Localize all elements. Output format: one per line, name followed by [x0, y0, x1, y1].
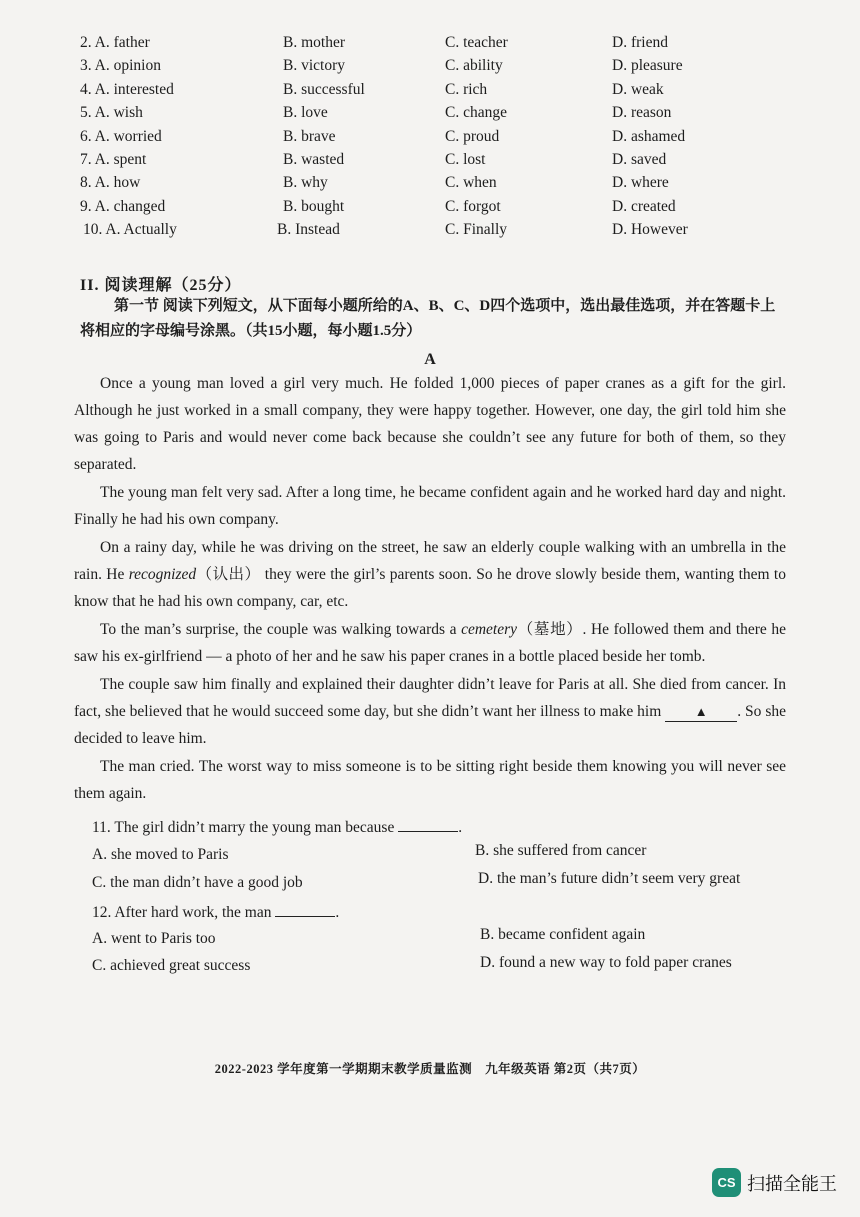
option-d: D. ashamed — [612, 127, 686, 145]
option-a: 6. A. worried — [80, 127, 162, 145]
option-row — [70, 151, 810, 174]
option-b: B. victory — [283, 57, 345, 75]
option-row — [70, 57, 810, 80]
vocab-word: cemetery — [461, 621, 517, 638]
choice-d: D. found a new way to fold paper cranes — [480, 954, 732, 971]
option-c: C. change — [445, 104, 507, 122]
option-d: D. However — [612, 221, 688, 239]
option-row — [70, 104, 810, 127]
option-a: 9. A. changed — [80, 197, 166, 215]
option-d: D. created — [612, 197, 676, 215]
option-d: D. pleasure — [612, 57, 683, 75]
vocab-gloss: （认出） — [196, 566, 261, 583]
option-a: 7. A. spent — [80, 150, 147, 168]
answer-blank — [275, 902, 335, 917]
paragraph: On a rainy day, while he was driving on the street, he saw an elderly couple walking with an umbrella in the rain. He recognized（认出） they were the girl’s parents soon. So he drove slowly beside them, wanting them to know that he had his own company, car, etc. — [74, 539, 786, 610]
option-a: 3. A. opinion — [80, 57, 161, 75]
vocab-gloss: （墓地） — [517, 621, 583, 638]
option-b: B. love — [283, 104, 328, 122]
section-instruction: 第一节 阅读下列短文，从下面每小题所给的A、B、C、D四个选项中，选出最佳选项，并在答题卡上将相应的字母编号涂黑。（共15小题，每小题1.5分） — [80, 298, 776, 339]
page-footer: 2022-2023 学年度第一学期期末教学质量监测 九年级英语 第2页（共7页） — [214, 1062, 646, 1076]
option-c: C. teacher — [445, 34, 508, 51]
option-row — [70, 198, 810, 221]
triangle-marker-icon: ▲ — [694, 704, 708, 719]
reading-passage — [74, 370, 786, 808]
option-c: C. rich — [445, 80, 488, 98]
answer-blank — [665, 703, 737, 722]
choice-b: B. she suffered from cancer — [475, 842, 647, 859]
option-d: D. friend — [612, 34, 668, 51]
choice-c: C. achieved great success — [92, 957, 251, 974]
choice-a: A. she moved to Paris — [92, 846, 229, 863]
option-d: D. where — [612, 174, 669, 192]
option-row — [70, 221, 810, 244]
option-c: C. ability — [445, 57, 503, 75]
option-c: C. when — [445, 174, 497, 192]
choice-a: A. went to Paris too — [92, 930, 216, 947]
section-title: II. 阅读理解（25分） — [80, 277, 242, 294]
passage-letter: A — [424, 351, 436, 368]
option-c: C. Finally — [445, 221, 508, 239]
paragraph: The man cried. The worst way to miss someone is to be sitting right beside them knowing you will never see them again. — [74, 758, 786, 802]
paragraph: To the man’s surprise, the couple was walking towards a cemetery（墓地）. He followed them and there he saw his ex-girlfriend — a photo of her and he saw his paper cranes in a bottle placed beside her tomb. — [74, 621, 786, 665]
option-b: B. Instead — [277, 221, 340, 239]
choice-b: B. became confident again — [480, 926, 646, 943]
question-stem: 11. The girl didn’t marry the young man because . — [92, 819, 463, 836]
option-b: B. why — [283, 174, 328, 192]
option-b: B. successful — [283, 80, 365, 98]
option-d: D. reason — [612, 104, 672, 122]
option-b: B. brave — [283, 127, 336, 145]
scanner-app-name: 扫描全能王 — [747, 1173, 837, 1195]
choice-c: C. the man didn’t have a good job — [92, 874, 303, 891]
option-a: 2. A. father — [80, 34, 150, 51]
option-a: 4. A. interested — [80, 80, 174, 98]
option-row — [70, 34, 810, 57]
option-a: 10. A. Actually — [83, 221, 177, 239]
option-b: B. mother — [283, 34, 345, 51]
scanner-watermark — [712, 1168, 837, 1197]
answer-blank — [398, 817, 458, 832]
option-b: B. wasted — [283, 150, 345, 168]
option-a: 5. A. wish — [80, 104, 143, 122]
paragraph: The young man felt very sad. After a long time, he became confident again and he worked hard day and night. Finally he had his own company. — [74, 484, 786, 528]
option-c: C. lost — [445, 150, 486, 168]
option-c: C. forgot — [445, 197, 501, 215]
option-a: 8. A. how — [80, 174, 141, 192]
choice-d: D. the man’s future didn’t seem very great — [478, 870, 741, 887]
vocab-word: recognized — [128, 566, 197, 583]
paragraph: The couple saw him finally and explained their daughter didn’t leave for Paris at all. She died from cancer. In fact, she believed that he would succeed some day, but she didn’t want her illness to make him ▲ . So she decided to leave him. — [74, 676, 786, 747]
option-row — [70, 128, 810, 151]
option-d: D. saved — [612, 150, 667, 168]
option-row — [70, 81, 810, 104]
option-b: B. bought — [283, 197, 345, 215]
paragraph: Once a young man loved a girl very much. He folded 1,000 pieces of paper cranes as a gift for the girl. Although he just worked in a small company, they were happy together. However, one day, the girl told him she was going to Paris and would never come back because she couldn’t see any future for both of them, so they separated. — [74, 375, 786, 473]
options-grid — [70, 34, 810, 245]
option-c: C. proud — [445, 127, 500, 145]
option-d: D. weak — [612, 80, 664, 98]
camscanner-logo-icon: CS — [712, 1168, 741, 1197]
question-stem: 12. After hard work, the man . — [92, 904, 340, 921]
option-row — [70, 174, 810, 197]
